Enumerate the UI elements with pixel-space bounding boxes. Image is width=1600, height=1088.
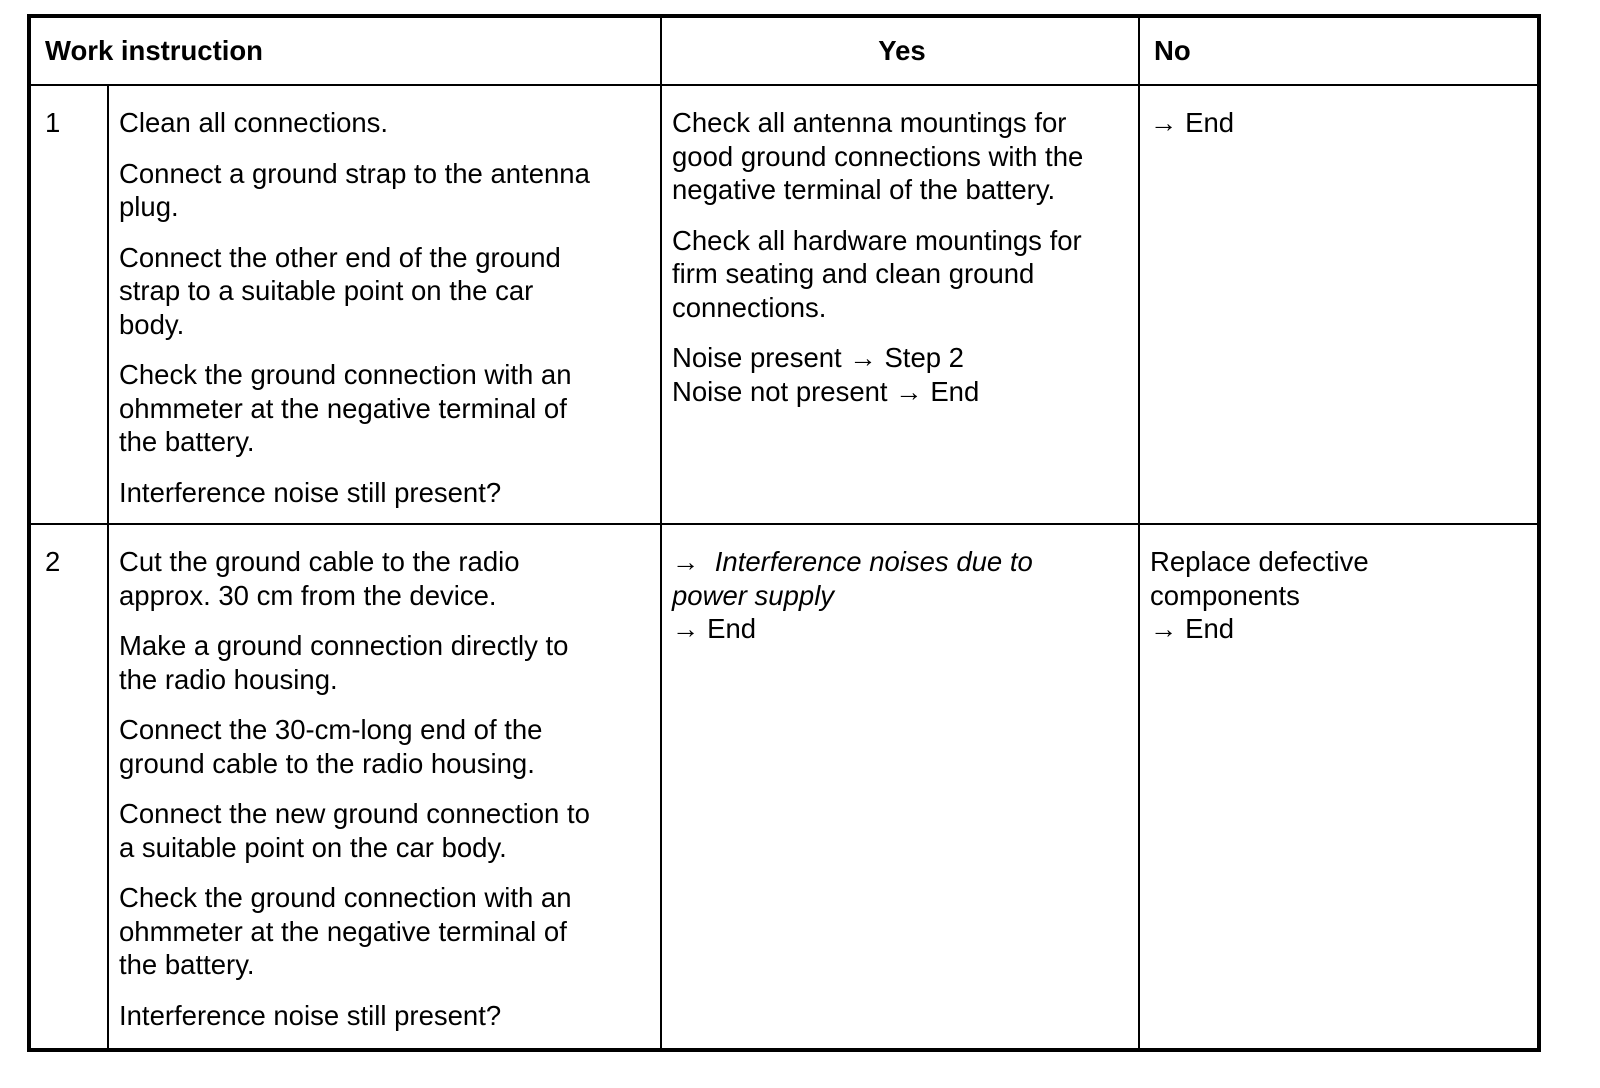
instruction-paragraph: Connect a ground strap to the antenna plug. bbox=[119, 157, 590, 222]
instruction-paragraph: Check the ground connection with an ohmmeter at the negative terminal of the battery. bbox=[119, 359, 572, 457]
instruction-paragraph: Cut the ground cable to the radio approx. 30 cm from the device. bbox=[119, 546, 520, 611]
outcome-end: → End bbox=[1150, 613, 1235, 644]
instruction-paragraph: Connect the other end of the ground strap to a suitable point on the car body. bbox=[119, 241, 561, 340]
table-row bbox=[29, 85, 1539, 524]
outcome-noise-not-present: Noise not present → End bbox=[672, 375, 980, 407]
yes-cell bbox=[661, 85, 1139, 524]
instruction-paragraph: Check the ground connection with an ohmmeter at the negative terminal of the battery. bbox=[119, 882, 572, 980]
no-cell bbox=[1139, 85, 1539, 524]
instruction-question: Interference noise still present? bbox=[119, 999, 502, 1031]
instruction-paragraph: Connect the 30-cm-long end of the ground cable to the radio housing. bbox=[119, 714, 543, 779]
header-work-instruction: Work instruction bbox=[29, 16, 661, 85]
table-row bbox=[29, 524, 1539, 1050]
step-number: 2 bbox=[29, 524, 108, 1050]
outcome-end: → End bbox=[672, 613, 757, 644]
header-no: No bbox=[1139, 16, 1539, 85]
instruction-question: Interference noise still present? bbox=[119, 476, 502, 508]
no-outcome: → End bbox=[1150, 107, 1235, 138]
instruction-paragraph: Make a ground connection directly to the radio housing. bbox=[119, 630, 569, 695]
step-number: 1 bbox=[29, 85, 108, 524]
arrow-icon: → bbox=[672, 546, 700, 577]
yes-outcome: → Interference noises due to power supply → End bbox=[672, 545, 1128, 646]
yes-cell bbox=[661, 524, 1139, 1050]
yes-paragraph: Check all hardware mountings for firm seating and clean ground connections. bbox=[672, 224, 1082, 323]
header-row bbox=[29, 16, 1539, 85]
no-cell bbox=[1139, 524, 1539, 1050]
troubleshooting-table bbox=[27, 14, 1541, 1052]
header-yes: Yes bbox=[661, 16, 1139, 85]
instruction-paragraph: Connect the new ground connection to a suitable point on the car body. bbox=[119, 798, 590, 863]
outcome-noise-present: Noise present → Step 2 bbox=[672, 342, 964, 373]
yes-paragraph: Check all antenna mountings for good ground connections with the negative terminal of the battery. bbox=[672, 107, 1084, 205]
yes-outcomes bbox=[672, 341, 1128, 408]
instruction-cell bbox=[108, 524, 661, 1050]
instruction-cell bbox=[108, 85, 661, 524]
no-outcome: Replace defective components → End bbox=[1150, 545, 1527, 646]
instruction-paragraph: Clean all connections. bbox=[119, 107, 389, 138]
